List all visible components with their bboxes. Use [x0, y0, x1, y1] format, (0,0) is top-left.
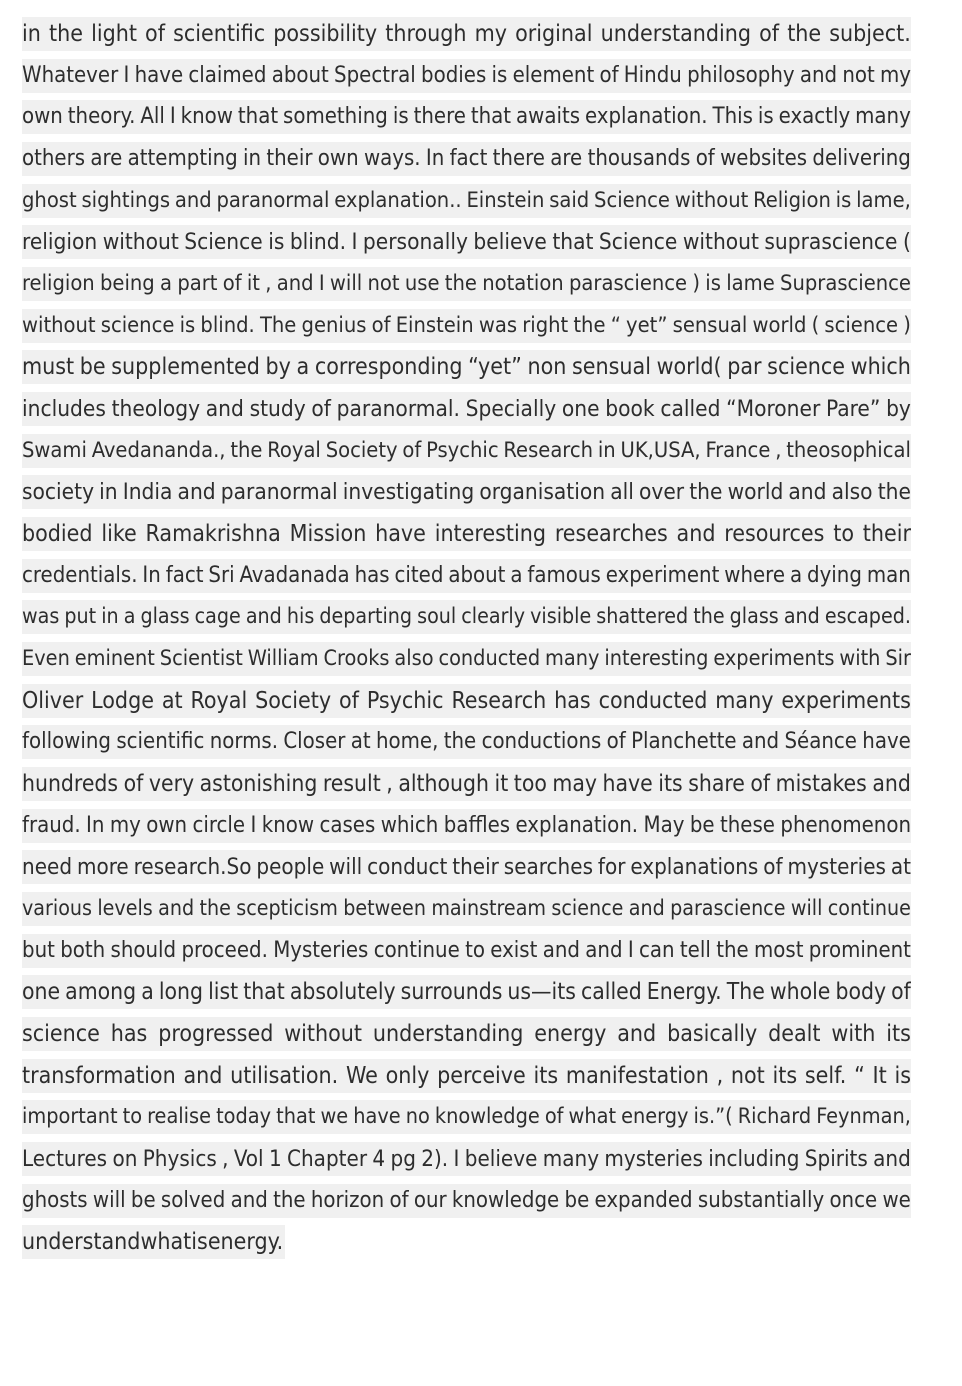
text-line-content: Whatever I have claimed about Spectral bodies is element of Hindu philosophy and not my: [22, 59, 911, 93]
text-line-content: Oliver Lodge at Royal Society of Psychic Research has conducted many experiments: [22, 684, 911, 718]
text-line-content: was put in a glass cage and his departing soul clearly visible shattered the glass and escaped.: [22, 600, 911, 634]
text-line: [22, 805, 911, 847]
text-line: [22, 1138, 911, 1180]
text-line: [22, 471, 911, 513]
text-line-content: Even eminent Scientist William Crooks also conducted many interesting experiments with Sir: [22, 642, 911, 676]
text-line: [22, 430, 911, 472]
text-line: [22, 1096, 911, 1138]
text-line-content: understand what is energy.: [22, 1225, 285, 1259]
text-line: [22, 305, 911, 347]
text-line: [22, 1055, 911, 1097]
text-line-content: own theory. All I know that something is there that awaits explanation. This is exactly many: [22, 100, 911, 134]
text-line-content: religion without Science is blind. I personally believe that Science without suprascience (: [22, 225, 911, 259]
text-line-content: Lectures on Physics , Vol 1 Chapter 4 pg 2). I believe many mysteries including Spirits and: [22, 1142, 911, 1176]
text-line-content: society in India and paranormal investigating organisation all over the world and also the: [22, 475, 911, 509]
text-line: [22, 1221, 911, 1263]
text-line: [22, 721, 911, 763]
text-line: [22, 1180, 911, 1222]
text-line-content: following scientific norms. Closer at home, the conductions of Planchette and Séance have: [22, 725, 911, 759]
text-line-content: need more research.So people will conduct their searches for explanations of mysteries at: [22, 850, 911, 884]
text-line-content: transformation and utilisation. We only perceive its manifestation , not its self. “ It is: [22, 1059, 911, 1093]
text-line-content: various levels and the scepticism between mainstream science and parascience will continue: [22, 892, 911, 926]
text-line: [22, 596, 911, 638]
text-line: [22, 555, 911, 597]
text-line-content: ghosts will be solved and the horizon of our knowledge be expanded substantially once we: [22, 1184, 911, 1218]
text-line-content: one among a long list that absolutely surrounds us—its called Energy. The whole body of: [22, 975, 911, 1009]
text-line: [22, 263, 911, 305]
text-line: [22, 180, 911, 222]
text-line-content: must be supplemented by a corresponding “yet” non sensual world( par science which: [22, 350, 911, 384]
text-line: [22, 763, 911, 805]
text-line: [22, 513, 911, 555]
text-line: [22, 1013, 911, 1055]
text-line-content: others are attempting in their own ways. In fact there are thousands of websites delivering: [22, 142, 911, 176]
text-line: [22, 846, 911, 888]
text-line: [22, 388, 911, 430]
text-line: [22, 680, 911, 722]
text-line: [22, 96, 911, 138]
text-line-content: religion being a part of it , and I will not use the notation parascience ) is lame Suprascience: [22, 267, 911, 301]
text-line-content: Swami Avedananda., the Royal Society of Psychic Research in UK,USA, France , theosophical: [22, 434, 911, 468]
text-line: [22, 221, 911, 263]
text-line: [22, 138, 911, 180]
text-line-content: includes theology and study of paranormal. Specially one book called “Moroner Pare” by: [22, 392, 911, 426]
text-line: [22, 971, 911, 1013]
text-line-content: in the light of scientific possibility through my original understanding of the subject.: [22, 17, 911, 51]
text-line: [22, 346, 911, 388]
text-line: [22, 638, 911, 680]
text-line: [22, 55, 911, 97]
text-line: [22, 888, 911, 930]
text-line-content: bodied like Ramakrishna Mission have interesting researches and resources to their: [22, 517, 911, 551]
text-line-content: without science is blind. The genius of Einstein was right the “ yet” sensual world ( science ): [22, 309, 911, 343]
text-line-content: but both should proceed. Mysteries continue to exist and and I can tell the most prominent: [22, 934, 911, 968]
text-line: [22, 930, 911, 972]
text-line-content: fraud. In my own circle I know cases which baffles explanation. May be these phenomenon: [22, 809, 911, 843]
text-line-content: science has progressed without understanding energy and basically dealt with its: [22, 1017, 911, 1051]
text-line-content: credentials. In fact Sri Avadanada has cited about a famous experiment where a dying man: [22, 559, 911, 593]
text-line: [22, 13, 911, 55]
text-line-content: hundreds of very astonishing result , although it too may have its share of mistakes and: [22, 767, 911, 801]
text-line-content: ghost sightings and paranormal explanation.. Einstein said Science without Religion is lame,: [22, 184, 911, 218]
text-line-content: important to realise today that we have no knowledge of what energy is.”( Richard Feynman,: [22, 1100, 911, 1134]
body-paragraph: [22, 13, 911, 1263]
